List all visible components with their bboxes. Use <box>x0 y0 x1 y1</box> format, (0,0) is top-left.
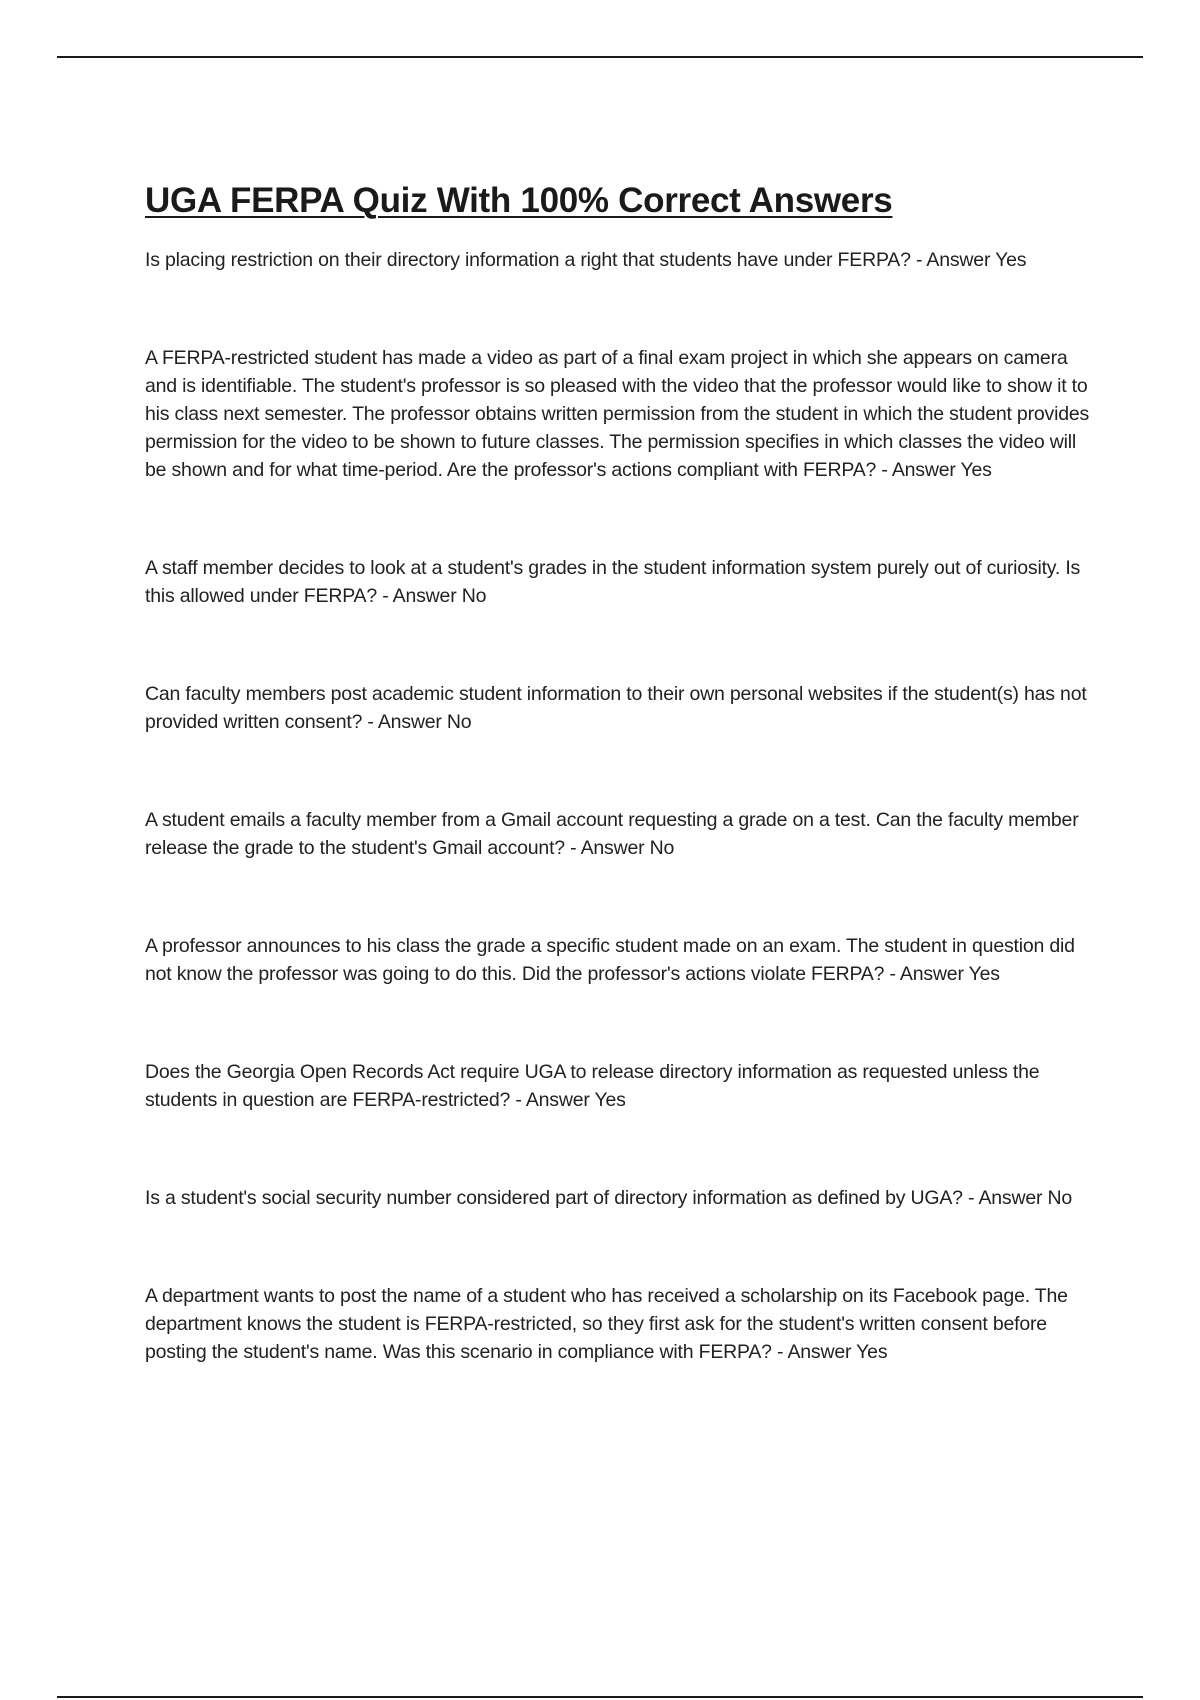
qa-item: A department wants to post the name of a student who has received a scholarship on its Facebook page. The department knows the student is FERPA-restricted, so they first ask for the student's written consent before posting the student's name. Was this scenario in compliance with FERPA? - Answer Yes <box>145 1285 1068 1363</box>
document-title: UGA FERPA Quiz With 100% Correct Answers <box>145 181 893 220</box>
qa-item: A FERPA-restricted student has made a video as part of a final exam project in which she appears on camera and is identifiable. The student's professor is so pleased with the video that the professor would like to show it to his class next semester. The professor obtains written permission from the student in which the student provides permission for the video to be shown to future classes. The permission specifies in which classes the video will be shown and for what time-period. Are the professor's actions compliant with FERPA? - Answer Yes <box>145 347 1090 481</box>
qa-item: A staff member decides to look at a student's grades in the student information system purely out of curiosity. Is this allowed under FERPA? - Answer No <box>145 557 1081 607</box>
qa-item: A student emails a faculty member from a Gmail account requesting a grade on a test. Can the faculty member release the grade to the student's Gmail account? - Answer No <box>145 809 1079 859</box>
top-divider <box>57 56 1143 58</box>
qa-item: Does the Georgia Open Records Act require UGA to release directory information as requested unless the students in question are FERPA-restricted? - Answer Yes <box>145 1061 1040 1111</box>
qa-item: Is placing restriction on their directory information a right that students have under FERPA? - Answer Yes <box>145 249 1027 271</box>
qa-item: Can faculty members post academic student information to their own personal websites if the student(s) has not provided written consent? - Answer No <box>145 683 1087 733</box>
qa-item: A professor announces to his class the grade a specific student made on an exam. The student in question did not know the professor was going to do this. Did the professor's actions violate FERPA? - Answer Yes <box>145 935 1075 985</box>
bottom-divider <box>57 1696 1143 1698</box>
document-body <box>145 176 1090 1366</box>
qa-item: Is a student's social security number considered part of directory information as defined by UGA? - Answer No <box>145 1187 1073 1209</box>
